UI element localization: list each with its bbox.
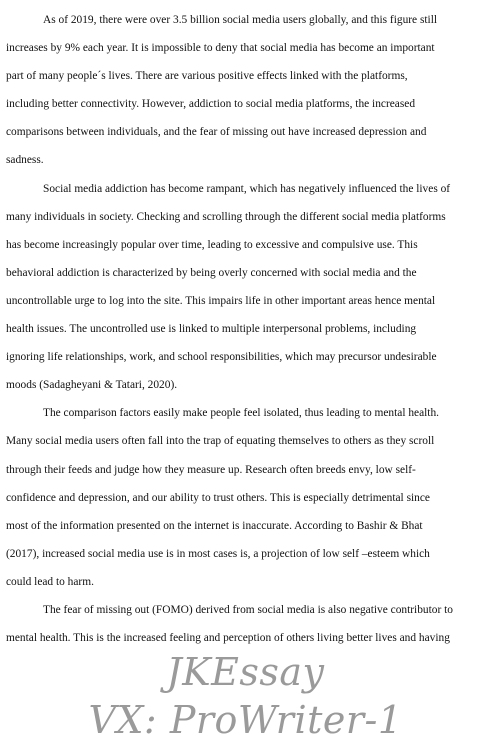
document-page — [6, 6, 486, 652]
text-line: including better connectivity. However, addiction to social media platforms, the increased — [6, 98, 416, 111]
text-line: sadness. — [6, 154, 44, 167]
text-line: health issues. The uncontrolled use is linked to multiple interpersonal problems, including — [6, 323, 417, 336]
text-line: has become increasingly popular over time, leading to excessive and compulsive use. This — [6, 238, 418, 251]
text-line: mental health. This is the increased feeling and perception of others living better lives and having — [6, 632, 450, 645]
text-line: Social media addiction has become rampant, which has negatively influenced the lives of — [43, 182, 451, 195]
text-line: uncontrollable urge to log into the site. This impairs life in other important areas hence mental — [6, 294, 436, 307]
text-line: The comparison factors easily make people feel isolated, thus leading to mental health. — [43, 407, 440, 420]
text-line: many individuals in society. Checking and scrolling through the different social media platforms — [6, 210, 446, 223]
paragraph-3 — [6, 399, 486, 596]
watermark-line-1: JKEssay — [166, 650, 325, 694]
paragraph-4 — [6, 596, 486, 652]
text-line: (2017), increased social media use is in most cases is, a projection of low self –esteem which — [6, 547, 430, 560]
text-line: confidence and depression, and our ability to trust others. This is especially detrimental since — [6, 491, 430, 504]
text-line: Many social media users often fall into the trap of equating themselves to others as they scroll — [6, 435, 435, 448]
text-line: moods (Sadagheyani & Tatari, 2020). — [6, 379, 178, 392]
watermark-line-2: VX: ProWriter-1 — [88, 698, 403, 742]
text-line: The fear of missing out (FOMO) derived from social media is also negative contributor to — [43, 603, 453, 616]
text-line: ignoring life relationships, work, and school responsibilities, which may precursor undesirable — [6, 351, 437, 364]
text-line: part of many people´s lives. There are various positive effects linked with the platforms, — [6, 70, 408, 83]
text-line: could lead to harm. — [6, 575, 94, 588]
text-line: through their feeds and judge how they measure up. Research often breeds envy, low self- — [6, 463, 416, 476]
text-line: behavioral addiction is characterized by being overly concerned with social media and the — [6, 266, 417, 279]
paragraph-1 — [6, 6, 486, 175]
text-line: most of the information presented on the internet is inaccurate. According to Bashir & Bhat — [6, 519, 423, 532]
paragraph-2 — [6, 175, 486, 400]
text-line: As of 2019, there were over 3.5 billion social media users globally, and this figure still — [43, 14, 438, 26]
text-line: comparisons between individuals, and the fear of missing out have increased depression and — [6, 126, 427, 139]
text-line: increases by 9% each year. It is impossible to deny that social media has become an important — [6, 42, 435, 55]
